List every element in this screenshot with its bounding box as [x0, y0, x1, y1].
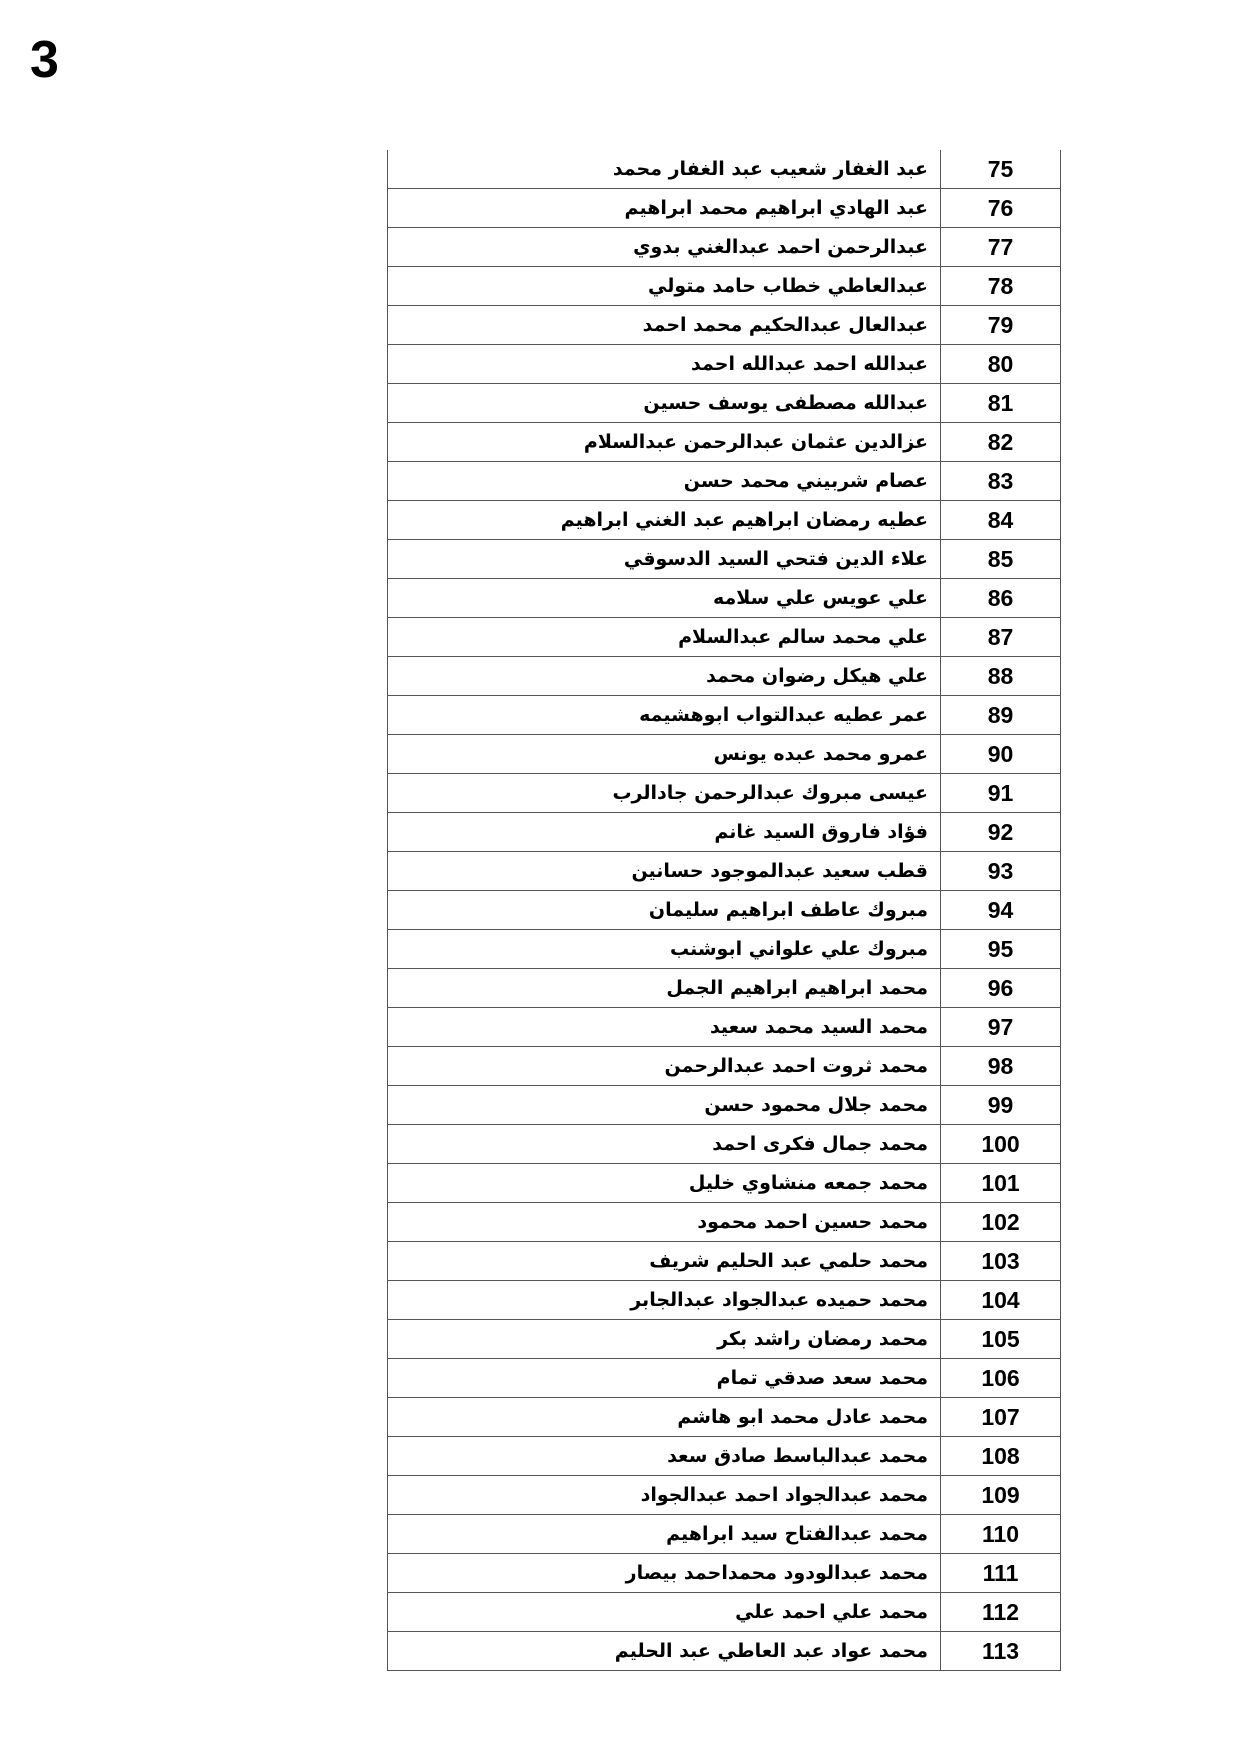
name-cell: مبروك علي علواني ابوشنب [388, 930, 941, 969]
number-cell: 85 [941, 540, 1061, 579]
table-row [388, 501, 1061, 540]
table-row [388, 384, 1061, 423]
name-cell: محمد عبدالودود محمداحمد بيصار [388, 1554, 941, 1593]
table-row [388, 696, 1061, 735]
name-cell: عمرو محمد عبده يونس [388, 735, 941, 774]
table-row [388, 1125, 1061, 1164]
name-cell: قطب سعيد عبدالموجود حسانين [388, 852, 941, 891]
number-cell: 99 [941, 1086, 1061, 1125]
table-row [388, 735, 1061, 774]
table-row [388, 1515, 1061, 1554]
table-row [388, 1047, 1061, 1086]
number-cell: 105 [941, 1320, 1061, 1359]
name-cell: عبدالرحمن احمد عبدالغني بدوي [388, 228, 941, 267]
table-row [388, 267, 1061, 306]
table-row [388, 930, 1061, 969]
number-cell: 95 [941, 930, 1061, 969]
name-cell: علاء الدين فتحي السيد الدسوقي [388, 540, 941, 579]
number-cell: 108 [941, 1437, 1061, 1476]
name-cell: علي عويس علي سلامه [388, 579, 941, 618]
number-cell: 75 [941, 150, 1061, 189]
names-table [387, 150, 1061, 1671]
name-cell: مبروك عاطف ابراهيم سليمان [388, 891, 941, 930]
name-cell: عبدالعال عبدالحكيم محمد احمد [388, 306, 941, 345]
name-cell: عيسى مبروك عبدالرحمن جادالرب [388, 774, 941, 813]
table-row [388, 462, 1061, 501]
number-cell: 90 [941, 735, 1061, 774]
number-cell: 87 [941, 618, 1061, 657]
name-cell: عصام شربيني محمد حسن [388, 462, 941, 501]
name-cell: محمد ثروت احمد عبدالرحمن [388, 1047, 941, 1086]
table-row [388, 1632, 1061, 1671]
table-row [388, 774, 1061, 813]
table-row [388, 228, 1061, 267]
name-cell: محمد جمعه منشاوي خليل [388, 1164, 941, 1203]
table-row [388, 1242, 1061, 1281]
name-cell: عطيه رمضان ابراهيم عبد الغني ابراهيم [388, 501, 941, 540]
name-cell: محمد علي احمد علي [388, 1593, 941, 1632]
table-row [388, 345, 1061, 384]
number-cell: 106 [941, 1359, 1061, 1398]
table-row [388, 150, 1061, 189]
name-cell: عبدالله احمد عبدالله احمد [388, 345, 941, 384]
number-cell: 84 [941, 501, 1061, 540]
number-cell: 101 [941, 1164, 1061, 1203]
name-cell: محمد عواد عبد العاطي عبد الحليم [388, 1632, 941, 1671]
table-row [388, 1320, 1061, 1359]
number-cell: 77 [941, 228, 1061, 267]
name-cell: محمد سعد صدقي تمام [388, 1359, 941, 1398]
name-cell: محمد جمال فكرى احمد [388, 1125, 941, 1164]
number-cell: 82 [941, 423, 1061, 462]
name-cell: علي هيكل رضوان محمد [388, 657, 941, 696]
name-cell: عمر عطيه عبدالتواب ابوهشيمه [388, 696, 941, 735]
table-row [388, 1164, 1061, 1203]
name-cell: محمد عبدالباسط صادق سعد [388, 1437, 941, 1476]
table-row [388, 1008, 1061, 1047]
table-row [388, 852, 1061, 891]
number-cell: 89 [941, 696, 1061, 735]
name-cell: عبد الهادي ابراهيم محمد ابراهيم [388, 189, 941, 228]
number-cell: 86 [941, 579, 1061, 618]
name-cell: محمد عادل محمد ابو هاشم [388, 1398, 941, 1437]
name-cell: محمد عبدالفتاح سيد ابراهيم [388, 1515, 941, 1554]
number-cell: 100 [941, 1125, 1061, 1164]
table-row [388, 540, 1061, 579]
number-cell: 96 [941, 969, 1061, 1008]
number-cell: 97 [941, 1008, 1061, 1047]
table-row [388, 189, 1061, 228]
name-cell: محمد حميده عبدالجواد عبدالجابر [388, 1281, 941, 1320]
number-cell: 88 [941, 657, 1061, 696]
number-cell: 78 [941, 267, 1061, 306]
number-cell: 91 [941, 774, 1061, 813]
name-cell: محمد السيد محمد سعيد [388, 1008, 941, 1047]
table-row [388, 1476, 1061, 1515]
name-cell: محمد جلال محمود حسن [388, 1086, 941, 1125]
number-cell: 104 [941, 1281, 1061, 1320]
name-cell: محمد حلمي عبد الحليم شريف [388, 1242, 941, 1281]
number-cell: 92 [941, 813, 1061, 852]
table-body [388, 150, 1061, 1671]
table-row [388, 1437, 1061, 1476]
number-cell: 113 [941, 1632, 1061, 1671]
table-row [388, 891, 1061, 930]
number-cell: 110 [941, 1515, 1061, 1554]
name-cell: عبدالله مصطفى يوسف حسين [388, 384, 941, 423]
name-cell: محمد ابراهيم ابراهيم الجمل [388, 969, 941, 1008]
table-row [388, 579, 1061, 618]
number-cell: 76 [941, 189, 1061, 228]
name-cell: علي محمد سالم عبدالسلام [388, 618, 941, 657]
name-cell: محمد رمضان راشد بكر [388, 1320, 941, 1359]
number-cell: 81 [941, 384, 1061, 423]
table-row [388, 1593, 1061, 1632]
number-cell: 109 [941, 1476, 1061, 1515]
number-cell: 98 [941, 1047, 1061, 1086]
number-cell: 94 [941, 891, 1061, 930]
table-row [388, 1203, 1061, 1242]
table-row [388, 618, 1061, 657]
number-cell: 112 [941, 1593, 1061, 1632]
table-row [388, 1281, 1061, 1320]
table-row [388, 423, 1061, 462]
name-cell: محمد حسين احمد محمود [388, 1203, 941, 1242]
number-cell: 93 [941, 852, 1061, 891]
table-row [388, 813, 1061, 852]
name-cell: عبد الغفار شعيب عبد الغفار محمد [388, 150, 941, 189]
page-number: 3 [30, 31, 59, 89]
table-row [388, 657, 1061, 696]
number-cell: 107 [941, 1398, 1061, 1437]
table-row [388, 1398, 1061, 1437]
name-cell: عبدالعاطي خطاب حامد متولي [388, 267, 941, 306]
name-cell: فؤاد فاروق السيد غانم [388, 813, 941, 852]
table-row [388, 1554, 1061, 1593]
name-cell: محمد عبدالجواد احمد عبدالجواد [388, 1476, 941, 1515]
table-row [388, 306, 1061, 345]
table-row [388, 969, 1061, 1008]
number-cell: 79 [941, 306, 1061, 345]
table-row [388, 1086, 1061, 1125]
number-cell: 103 [941, 1242, 1061, 1281]
number-cell: 111 [941, 1554, 1061, 1593]
number-cell: 80 [941, 345, 1061, 384]
table-row [388, 1359, 1061, 1398]
number-cell: 102 [941, 1203, 1061, 1242]
name-cell: عزالدين عثمان عبدالرحمن عبدالسلام [388, 423, 941, 462]
number-cell: 83 [941, 462, 1061, 501]
